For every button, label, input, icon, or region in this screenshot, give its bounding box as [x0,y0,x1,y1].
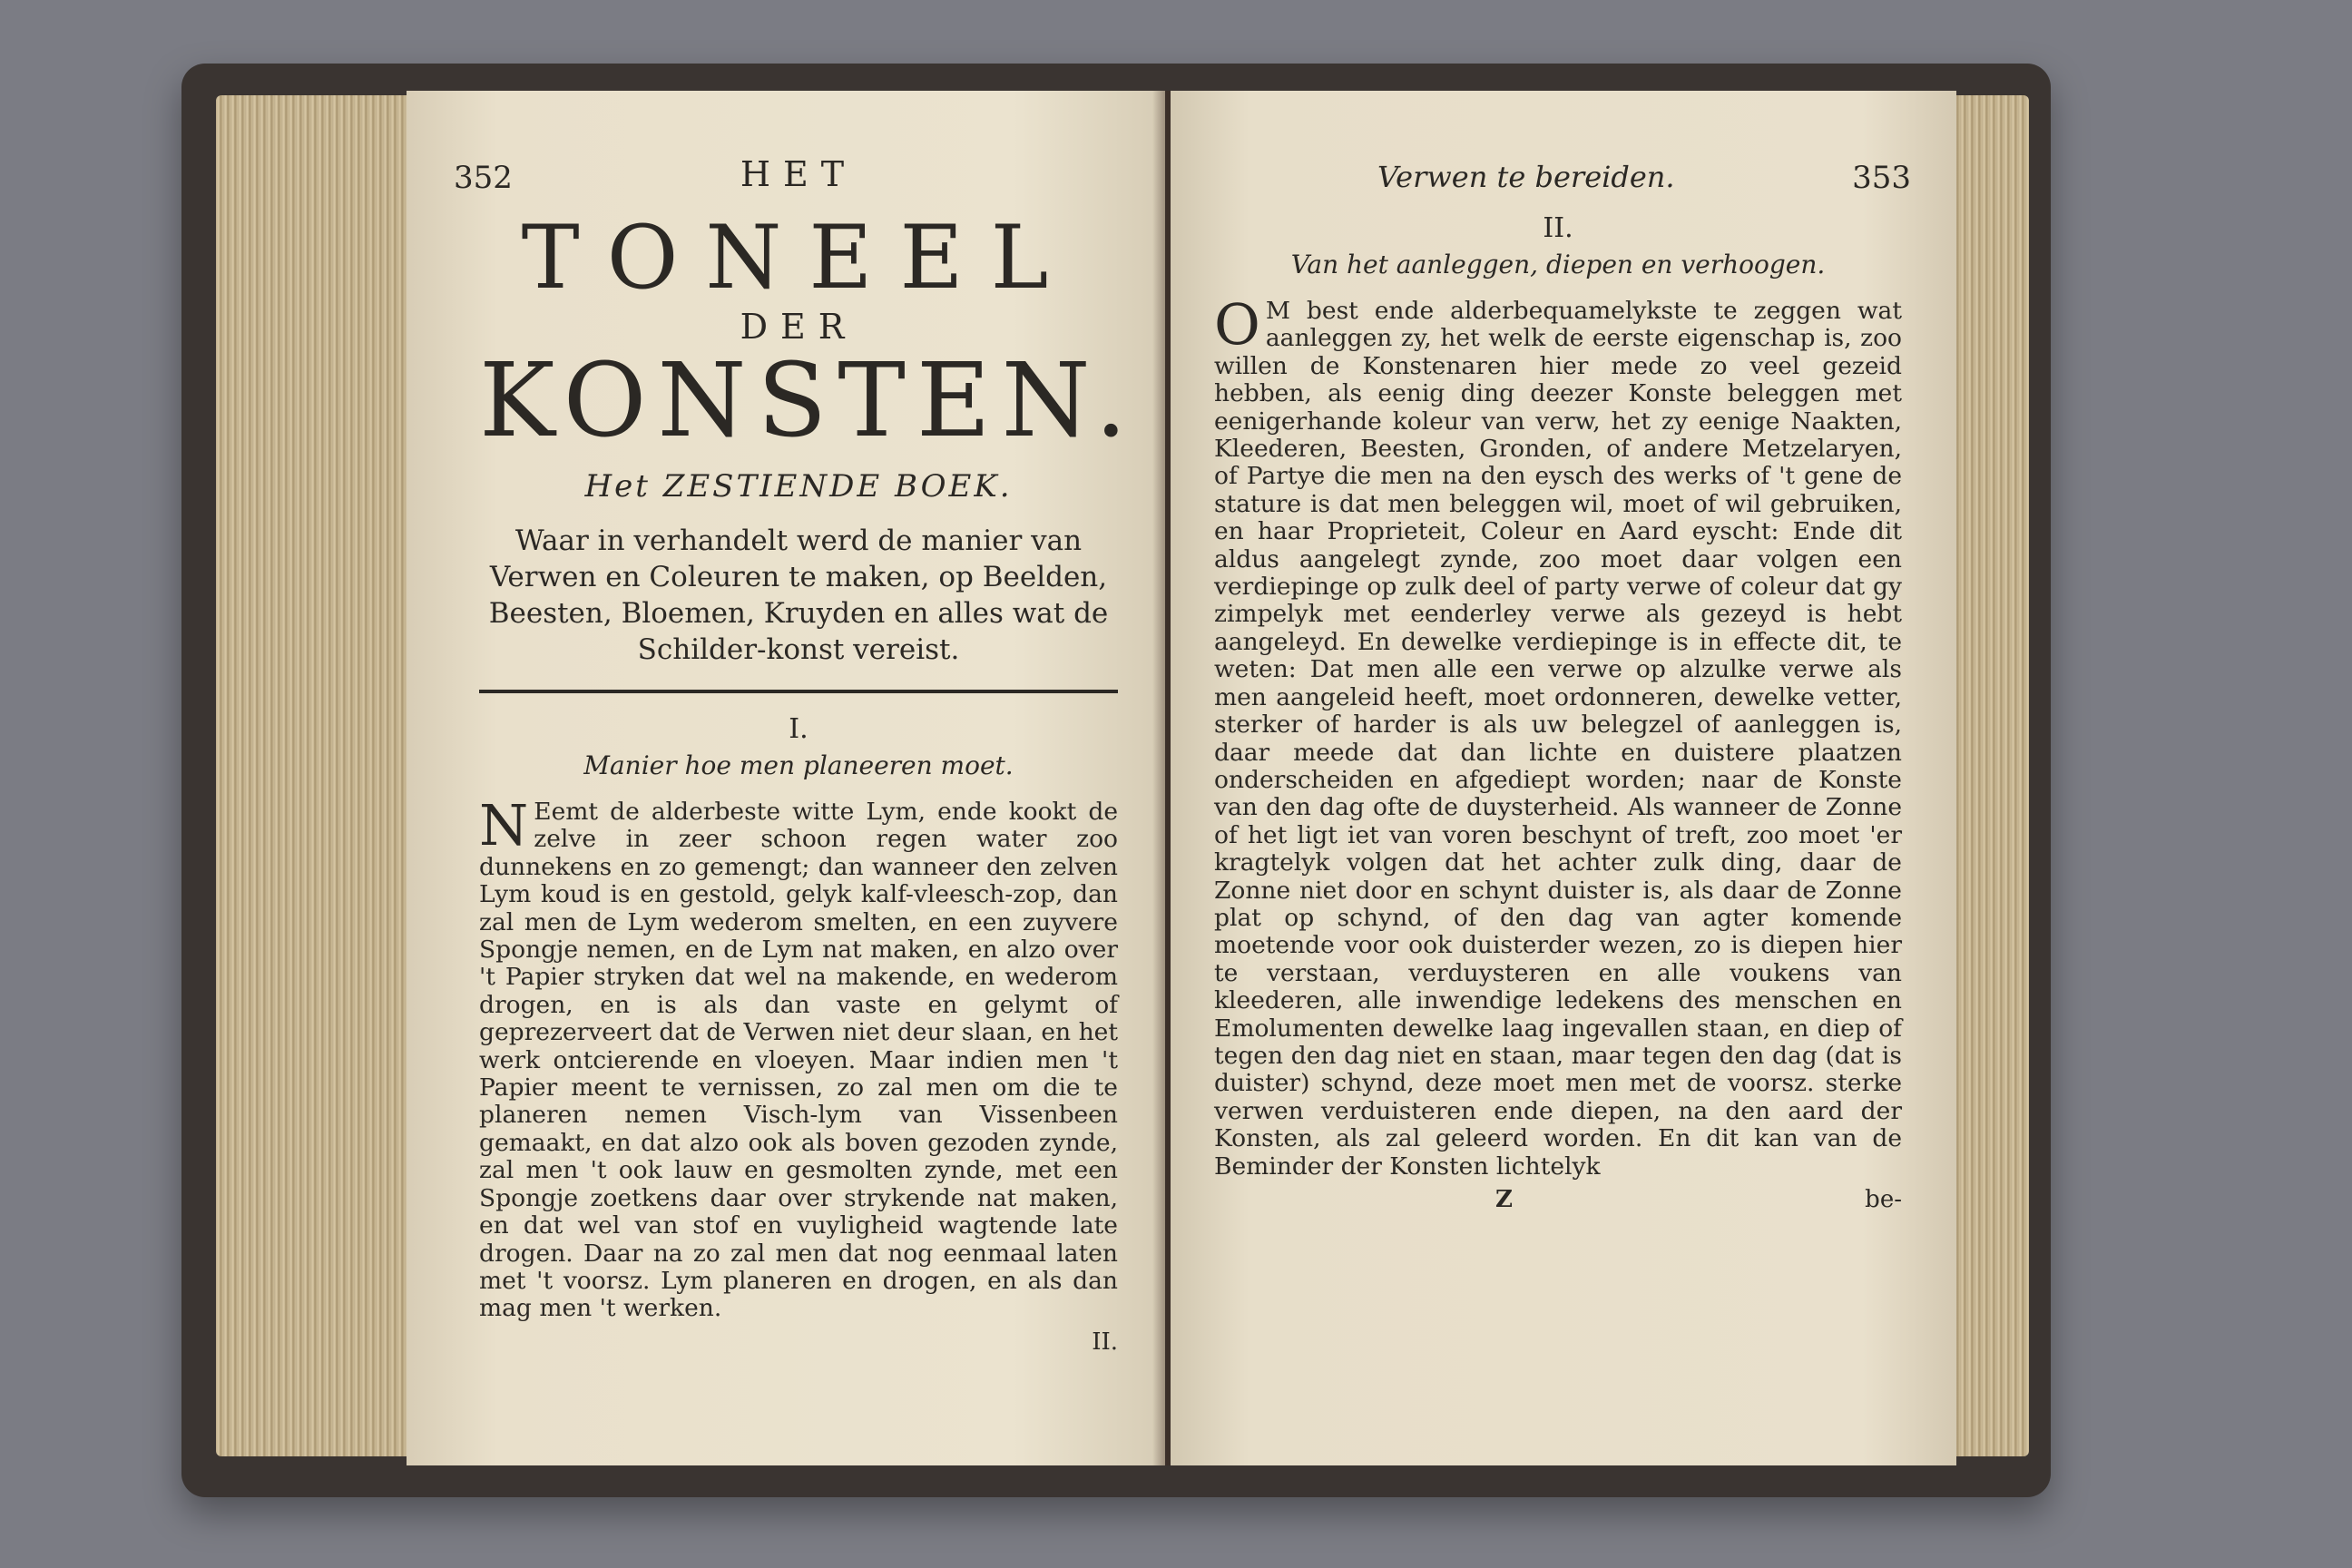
right-page [1171,91,1956,1465]
section-title-left: Manier hoe men planeeren moet. [583,750,1014,780]
body-text-left: NEemt de alderbeste witte Lym, ende kookt de zelve in zeer schoon regen water zoo dunnekens en zo gemengt; dan wanneer den zelven Lym koud is en gestold, gelyk kalf-vleesch-zop, dan zal men de Lym wederom smelten, en een zuyvere Spongje nemen, en de Lym nat maken, en alzo over 't Papier stryken dat wel na makende, en wederom drogen, en is als dan vaste en gelymt of geprezerveert dat de Verwen niet deur slaan, en het werk ontcierende en vloeyen. Maar indien men 't Papier meent te vernissen, zo zal men om die te planeren nemen Visch-lym van Vissenbeen gemaakt, en dat alzo ook als boven gezoden zynde, zal men 't ook lauw en gesmolten zynde, met een Spongje zoetkens daar over strykende nat maken, en dat wel van stof en vuyligheid wagtende late drogen. Daar na zo zal men dat nog eenmaal laten met 't voorsz. Lym planeren en drogen, en als dan mag men 't werken. [479,792,1118,1323]
title-line-konsten: KONSTEN. [479,342,1139,460]
left-page-header [454,154,1118,209]
running-head: Verwen te bereiden. [1377,160,1675,194]
section-number-left: I. [789,713,808,745]
signature-mark: Z [1495,1186,1513,1213]
divider-rule [479,690,1118,693]
catchword-left: II. [1092,1328,1118,1356]
title-line-toneel: TONEEL [521,207,1076,309]
page-number-left: 352 [454,160,513,196]
book-summary: Waar in verhandelt werd de manier van Verwen en Coleuren te maken, op Beelden, Beesten, Bloemen, Kruyden en alles wat de Schilder-konst vereist. [488,524,1109,666]
book-subtitle: Het ZESTIENDE BOEK. [584,468,1013,505]
body-text-right: OM best ende alderbequamelykste te zeggen wat aanleggen zy, het welk de eerste eigenschap is, zoo willen de Konstenaren hier mede zo veel gezeid hebben, als eenig ding deezer Konste beleggen met eenigerhande koleur van verw, het zy eenige Naakten, Kleederen, Beesten, Gronden, of andere Metzelaryen, of Partye die men na den eysch des werks of 't gene de stature is dat men beleggen wil, moet of wil gebruiken, en haar Proprieteit, Coleur en Aard eyscht: Ende dit aldus aangelegt zynde, zoo moet daar volgen een verdiepinge op zulk deel of party verwe of coleur dat gy zimpelyk met eenderley verwe als gezeyd is hebt aangeleyd. En dewelke verdiepinge is in effecte dit, te weten: Dat men alle een verwe op alzulke verwe als men aangeleid heeft, moet ordonneren, dewelke vetter, sterker of harder is als uw belegzel of aanleggen is, daar meede dat dan lichte en duistere plaatzen onderscheiden en afgediept worden; naar de Konste van den dag ofte de duysterheid. Als wanneer de Zonne of het ligt iet van voren beschynt of treft, zoo moet 'er kragtelyk volgen dat het achter zulk ding, daar de Zonne niet door en schynt duister is, als daar de Zonne plat op schynd, of den dag van agter komende moetende voor ook duisterder wezen, zo is diepen hier te verstaan, verduysteren en alle voukens van kleederen, alle inwendige ledekens des menschen en Emolumenten dewelke laag ingevallen staan, en diep of tegen den dag niet en staan, maar tegen den dag (dat is duister) schynd, deze moet men met de voorsz. sterke verwen verduisteren ende diepen, na den aard der Konsten, als zal geleerd worden. En dit kan van de Beminder der Konsten lichtelyk [1214,291,1902,1181]
section-number-right: II. [1543,212,1573,244]
page-edges-left [216,95,416,1456]
catchword-right: be- [1865,1186,1902,1213]
title-line-der: DER [740,307,858,347]
right-page-footer [1214,1186,1902,1222]
page-number-right: 353 [1852,160,1911,196]
right-page-header [1214,154,1911,209]
left-page [407,91,1165,1465]
left-page-footer [479,1328,1118,1365]
section-title-right: Van het aanleggen, diepen en verhoogen. [1290,250,1826,279]
title-line-het: HET [740,154,858,194]
